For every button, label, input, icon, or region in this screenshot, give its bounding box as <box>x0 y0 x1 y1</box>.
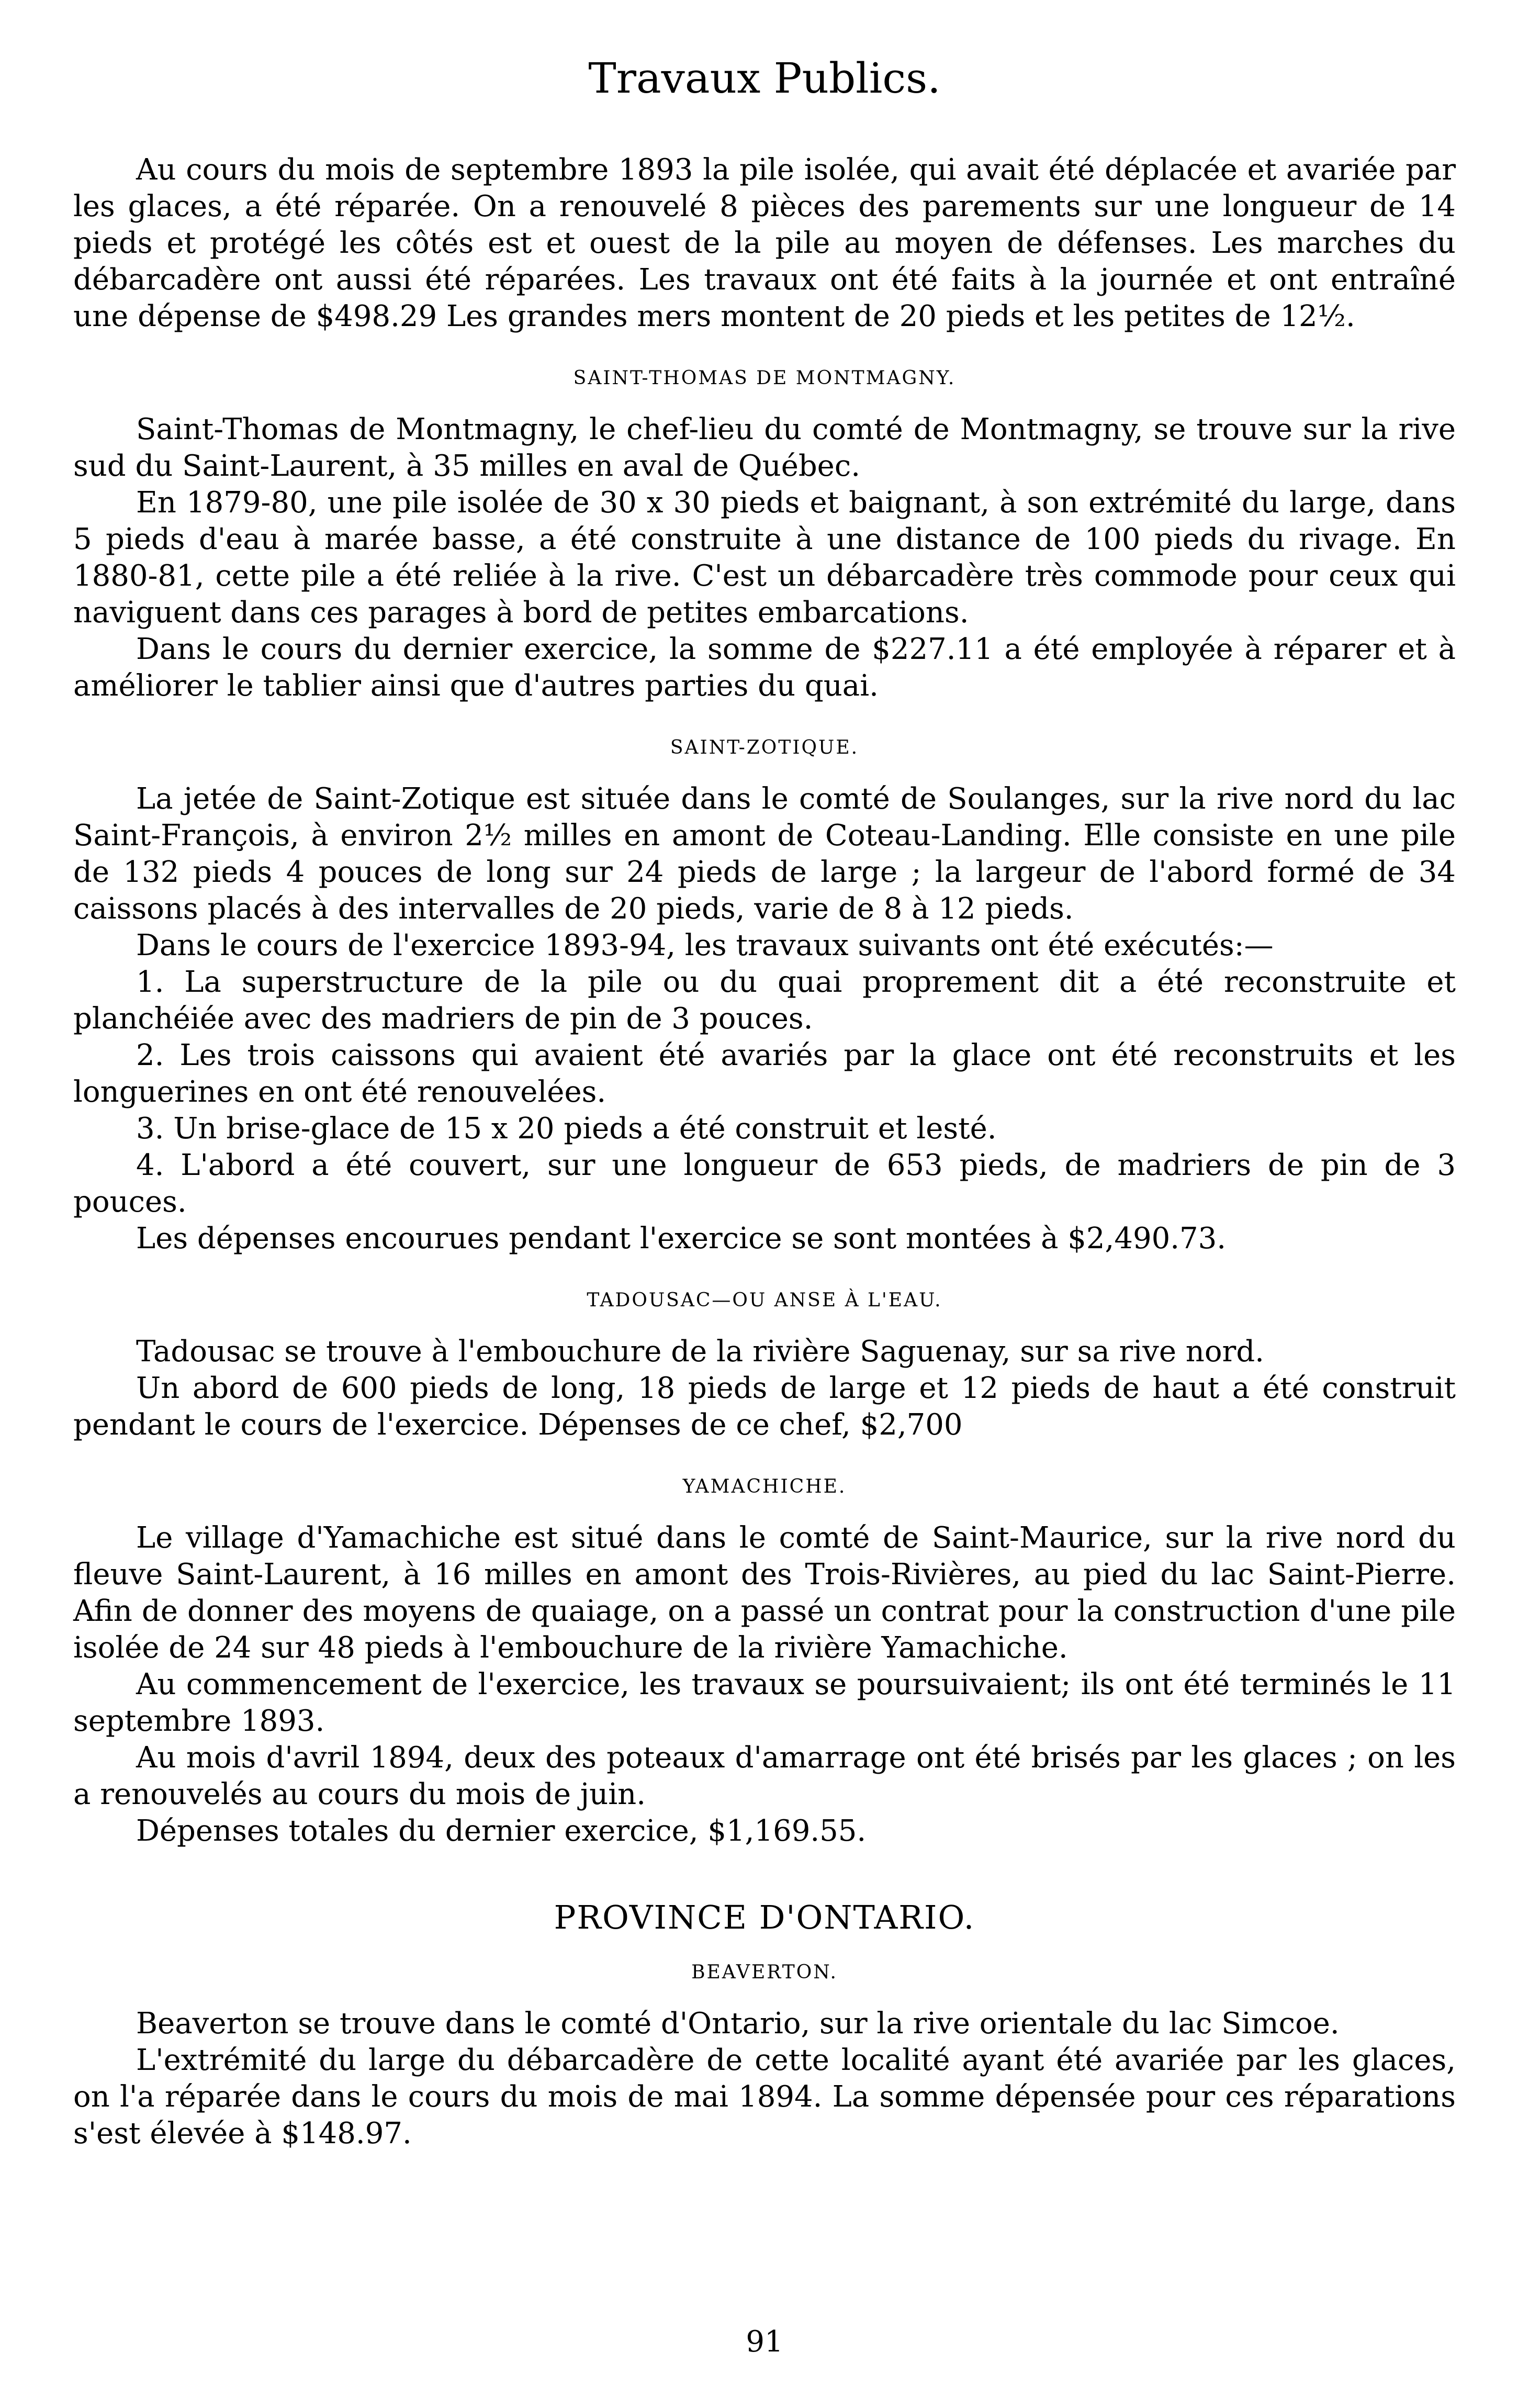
paragraph: Dépenses totales du dernier exercice, $1,169.55. <box>136 1814 867 1848</box>
section-yamachiche <box>73 1474 1456 1850</box>
section-heading: TADOUSAC—OU ANSE À L'EAU. <box>587 1290 942 1311</box>
paragraph: En 1879-80, une pile isolée de 30 x 30 pieds et baignant, à son extrémité du large, dans 5 pieds d'eau à marée basse, a été construite à une distance de 100 pieds du rivage. En 1880-81, cette pile a été reliée à la rive. C'est un débarcadère très commode pour ceux qui naviguent dans ces parages à bord de petites embarcations. <box>73 486 1456 630</box>
section-saint-thomas <box>73 365 1456 704</box>
section-heading: YAMACHICHE. <box>682 1476 847 1497</box>
paragraph: 3. Un brise-glace de 15 x 20 pieds a été construit et lesté. <box>136 1112 997 1146</box>
paragraph: 2. Les trois caissons qui avaient été avariés par la glace ont été reconstruits et les longuerines en ont été renouvelées. <box>73 1038 1456 1109</box>
paragraph: Au mois d'avril 1894, deux des poteaux d'amarrage ont été brisés par les glaces ; on les a renouvelés au cours du mois de juin. <box>73 1741 1456 1811</box>
section-heading: SAINT-THOMAS DE MONTMAGNY. <box>573 367 956 389</box>
page-title: Travaux Publics. <box>588 54 941 103</box>
paragraph: 1. La superstructure de la pile ou du quai proprement dit a été reconstruite et planchéiée avec des madriers de pin de 3 pouces. <box>73 965 1456 1036</box>
paragraph: Un abord de 600 pieds de long, 18 pieds de large et 12 pieds de haut a été construit pendant le cours de l'exercice. Dépenses de ce chef, $2,700 <box>73 1371 1456 1442</box>
province-ontario <box>73 1897 1456 2152</box>
paragraph: Tadousac se trouve à l'embouchure de la rivière Saguenay, sur sa rive nord. <box>136 1335 1264 1369</box>
paragraph: 4. L'abord a été couvert, sur une longueur de 653 pieds, de madriers de pin de 3 pouces. <box>73 1148 1456 1219</box>
section-saint-zotique <box>73 735 1456 1257</box>
section-heading: BEAVERTON. <box>691 1962 838 1983</box>
paragraph: Beaverton se trouve dans le comté d'Ontario, sur la rive orientale du lac Simcoe. <box>136 2007 1340 2041</box>
paragraph: Dans le cours du dernier exercice, la somme de $227.11 a été employée à réparer et à améliorer le tablier ainsi que d'autres parties du quai. <box>73 632 1456 703</box>
intro-paragraph: Au cours du mois de septembre 1893 la pile isolée, qui avait été déplacée et avariée par les glaces, a été réparée. On a renouvelé 8 pièces des parements sur une longueur de 14 pieds et protégé les côtés est et ouest de la pile au moyen de défenses. Les marches du débarcadère ont aussi été réparées. Les travaux ont été faits à la journée et ont entraîné une dépense de $498.29 Les grandes mers montent de 20 pieds et les petites de 12½. <box>73 153 1456 333</box>
paragraph: Les dépenses encourues pendant l'exercice se sont montées à $2,490.73. <box>136 1222 1227 1256</box>
paragraph: Saint-Thomas de Montmagny, le chef-lieu du comté de Montmagny, se trouve sur la rive sud du Saint-Laurent, à 35 milles en aval de Québec. <box>73 412 1456 483</box>
paragraph: Dans le cours de l'exercice 1893-94, les travaux suivants ont été exécutés:— <box>136 928 1274 962</box>
paragraph: La jetée de Saint-Zotique est située dans le comté de Soulanges, sur la rive nord du lac Saint-François, à environ 2½ milles en amont de Coteau-Landing. Elle consiste en une pile de 132 pieds 4 pouces de long sur 24 pieds de large ; la largeur de l'abord formé de 34 caissons placés à des intervalles de 20 pieds, varie de 8 à 12 pieds. <box>73 782 1456 926</box>
section-heading: SAINT-ZOTIQUE. <box>670 737 859 758</box>
paragraph: Le village d'Yamachiche est situé dans le comté de Saint-Maurice, sur la rive nord du fleuve Saint-Laurent, à 16 milles en amont des Trois-Rivières, au pied du lac Saint-Pierre. Afin de donner des moyens de quaiage, on a passé un contrat pour la construction d'une pile isolée de 24 sur 48 pieds à l'embouchure de la rivière Yamachiche. <box>73 1521 1456 1665</box>
paragraph: Au commencement de l'exercice, les travaux se poursuivaient; ils ont été terminés le 11 septembre 1893. <box>73 1667 1456 1738</box>
province-title: PROVINCE D'ONTARIO. <box>554 1898 975 1936</box>
section-tadousac <box>73 1287 1456 1443</box>
paragraph: L'extrémité du large du débarcadère de cette localité ayant été avariée par les glaces, on l'a réparée dans le cours du mois de mai 1894. La somme dépensée pour ces réparations s'est élevée à $148.97. <box>73 2043 1456 2151</box>
page-number: 91 <box>746 2325 783 2359</box>
